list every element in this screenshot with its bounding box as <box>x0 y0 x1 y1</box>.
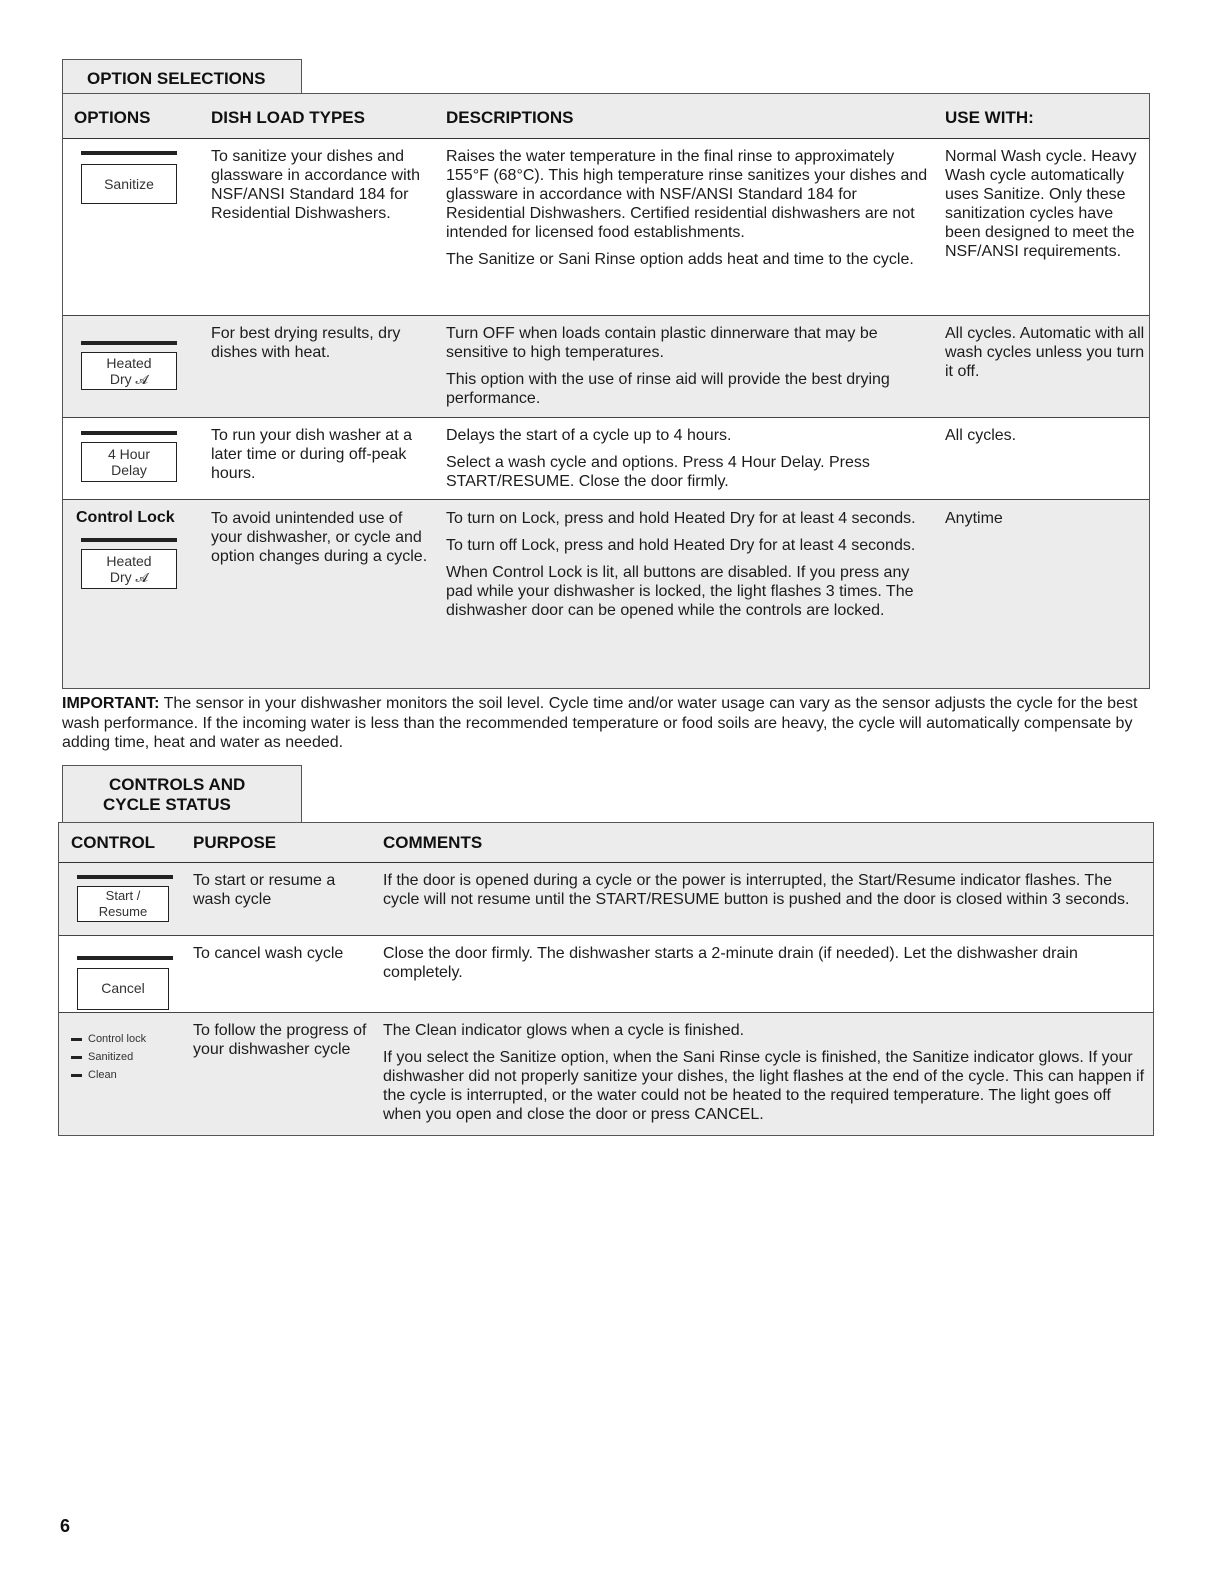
control-lock-heated-dry-button[interactable] <box>81 549 177 589</box>
controls-title-line2: CYCLE STATUS <box>103 795 231 814</box>
dish-load-text: To avoid unintended use of your dishwasher, or cycle and option changes during a cycle. <box>211 510 428 565</box>
clean-status-indicator: Clean <box>71 1069 117 1081</box>
header-comments: COMMENTS <box>383 833 483 852</box>
four-hour-delay-button[interactable] <box>81 442 177 482</box>
controls-table <box>58 822 1154 1136</box>
dish-load-text: To run your dish washer at a later time or during off-peak hours. <box>211 427 412 482</box>
control-lock-label-line1: Heated <box>106 553 152 569</box>
start-resume-indicator-icon <box>77 875 173 879</box>
important-note <box>62 694 1152 753</box>
comment-text: The Clean indicator glows when a cycle is finished. If you select the Sanitize option, when the Sani Rinse cycle is finished, the Sanitize indicator glows. If your dishwasher did not properly sanitize your dishes, the light flashes at the end of the cycle. This can happen if the cycle is interrupted, or the water could not be heated to the required temperature. The light goes off when you open and close the door or press CANCEL. <box>383 1022 1145 1123</box>
important-text: The sensor in your dishwasher monitors the soil level. Cycle time and/or water usage can vary as the sensor adjusts the cycle for the best wash performance. If the incoming water is less than the recommended temperature or food soils are heavy, the cycle will automatically compensate by adding time, heat and water as needed. <box>62 695 1138 751</box>
delay-label-line2: Delay <box>111 462 147 478</box>
table-header <box>63 94 1149 139</box>
indicator-light-icon <box>71 1038 82 1041</box>
purpose-text: To start or resume a wash cycle <box>193 872 336 908</box>
table-row-sanitize <box>63 139 1149 316</box>
dish-load-text: To sanitize your dishes and glassware in accordance with NSF/ANSI Standard 184 for Residential Dishwashers. <box>211 148 420 222</box>
use-with-text: Anytime <box>945 510 1003 527</box>
heated-dry-label-line2: Dry <box>109 371 132 387</box>
controls-cycle-status-title <box>62 765 302 822</box>
use-with-text: All cycles. <box>945 427 1017 444</box>
control-lock-indicator-icon <box>81 538 177 542</box>
header-options: OPTIONS <box>74 108 151 127</box>
header-dish-load-types: DISH LOAD TYPES <box>211 108 365 127</box>
lock-icon: 𝓐 <box>135 372 149 387</box>
sanitize-button-label: Sanitize <box>104 176 154 192</box>
heated-dry-label-line1: Heated <box>106 355 152 371</box>
header-purpose: PURPOSE <box>193 833 277 852</box>
controls-title-line1: CONTROLS AND <box>109 775 246 794</box>
delay-indicator-icon <box>81 431 177 435</box>
start-resume-label-line2: Resume <box>98 904 148 919</box>
indicator-light-icon <box>71 1074 82 1077</box>
description-text: Delays the start of a cycle up to 4 hours. Select a wash cycle and options. Press 4 Hour Delay. Press START/RESUME. Close the door firmly. <box>446 427 870 490</box>
description-text: Turn OFF when loads contain plastic dinnerware that may be sensitive to high temperatures. This option with the use of rinse aid will provide the best drying performance. <box>446 325 890 407</box>
start-resume-label-line1: Start / <box>105 888 141 903</box>
comment-text: If the door is opened during a cycle or the power is interrupted, the Start/Resume indicator flashes. The cycle will not resume until the START/RESUME button is pushed and the door is closed within 3 seconds. <box>383 872 1130 908</box>
table-row-status <box>59 1013 1153 1135</box>
lock-icon: 𝓐 <box>135 570 149 585</box>
use-with-text: Normal Wash cycle. Heavy Wash cycle automatically uses Sanitize. Only these sanitization cycles have been designed to meet the NSF/ANSI requirements. <box>945 148 1137 260</box>
page-number: 6 <box>60 1516 71 1536</box>
sanitize-button[interactable] <box>81 164 177 204</box>
sanitize-indicator-icon <box>81 151 177 155</box>
table-row-control-lock <box>63 500 1149 688</box>
header-control: CONTROL <box>71 833 156 852</box>
purpose-text: To cancel wash cycle <box>193 945 344 962</box>
table-row-cancel <box>59 936 1153 1013</box>
important-label: IMPORTANT: <box>62 695 160 712</box>
table-header <box>59 823 1153 863</box>
purpose-text: To follow the progress of your dishwasher cycle <box>193 1022 367 1058</box>
delay-label-line1: 4 Hour <box>107 446 151 462</box>
indicator-light-icon <box>71 1056 82 1059</box>
table-row-delay <box>63 418 1149 500</box>
description-text: To turn on Lock, press and hold Heated Dry for at least 4 seconds. To turn off Lock, press and hold Heated Dry for at least 4 seconds. When Control Lock is lit, all buttons are disabled. If you press any pad while your dishwasher is locked, the light flashes 3 times. The dishwasher door can be opened while the controls are locked. <box>446 510 916 619</box>
cancel-button-label: Cancel <box>101 980 145 996</box>
start-resume-button[interactable] <box>77 886 169 922</box>
dish-load-text: For best drying results, dry dishes with heat. <box>211 325 401 361</box>
use-with-text: All cycles. Automatic with all wash cycles unless you turn it off. <box>945 325 1145 380</box>
control-lock-label-line2: Dry <box>109 569 132 585</box>
header-use-with: USE WITH: <box>945 108 1034 127</box>
option-selections-table <box>62 93 1150 689</box>
comment-text: Close the door firmly. The dishwasher starts a 2-minute drain (if needed). Let the dishwasher drain completely. <box>383 945 1078 981</box>
table-row-heated-dry <box>63 316 1149 418</box>
sanitized-status-indicator: Sanitized <box>71 1051 133 1063</box>
cancel-indicator-icon <box>77 956 173 960</box>
table-row-start-resume <box>59 863 1153 936</box>
heated-dry-indicator-icon <box>81 341 177 345</box>
control-lock-status-indicator: Control lock <box>71 1033 146 1045</box>
control-lock-label: Control Lock <box>76 509 175 526</box>
header-descriptions: DESCRIPTIONS <box>446 108 574 127</box>
description-text: Raises the water temperature in the final rinse to approximately 155°F (68°C). This high temperature rinse sanitizes your dishes and glassware in accordance with NSF/ANSI Standard 184 for Residential Dishwashers. Certified residential dishwashers are not intended for licensed food establishments. The Sanitize or Sani Rinse option adds heat and time to the cycle. <box>446 148 928 268</box>
cancel-button[interactable] <box>77 968 169 1010</box>
option-selections-title: OPTION SELECTIONS <box>62 59 302 93</box>
heated-dry-button[interactable] <box>81 352 177 390</box>
